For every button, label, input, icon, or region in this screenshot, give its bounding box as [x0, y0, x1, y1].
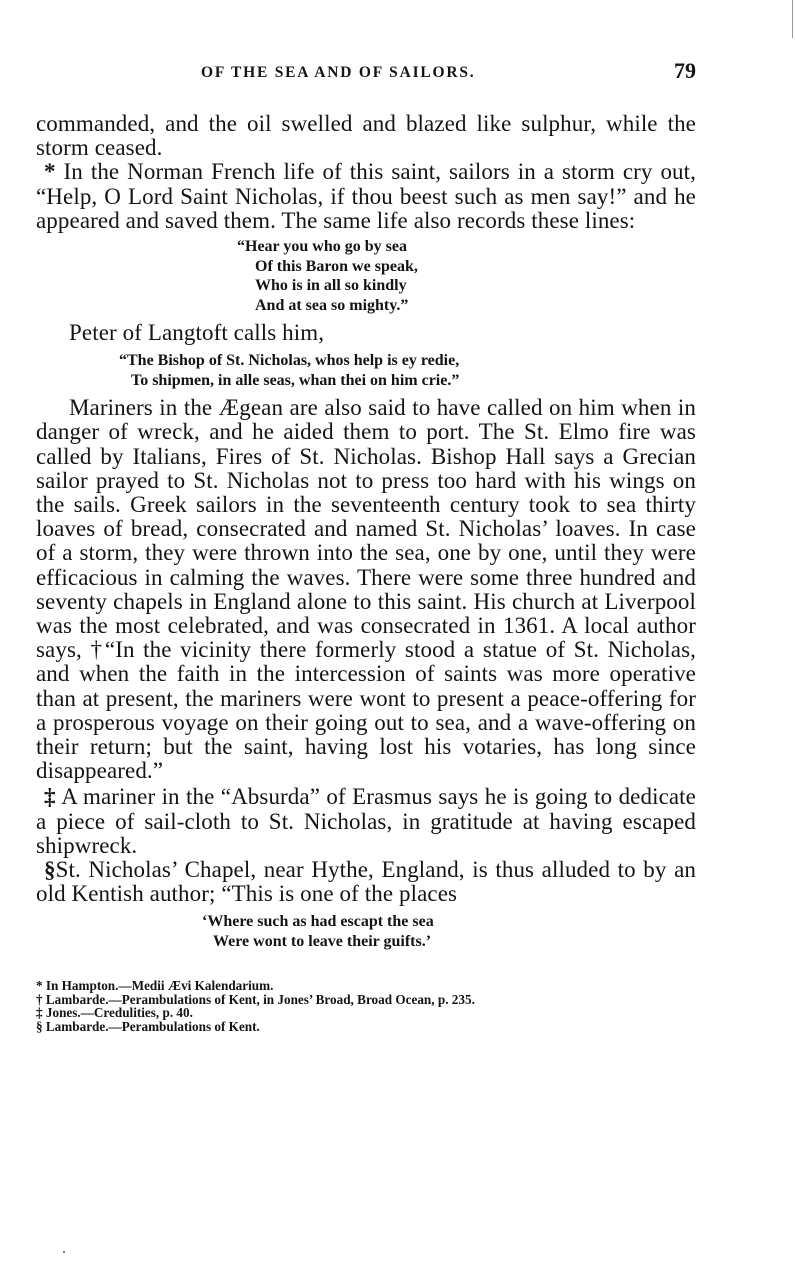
- running-title: OF THE SEA AND OF SAILORS.: [201, 64, 476, 81]
- footnote-mark-section: §: [44, 857, 56, 883]
- verse-line: And at sea so mighty.”: [255, 296, 409, 314]
- footnote-mark-asterisk: *: [44, 159, 56, 185]
- verse-line: ‘Where such as had escapt the sea: [202, 913, 434, 931]
- verse-line: Were wont to leave their guifts.’: [213, 932, 432, 950]
- paragraph-continuation: commanded, and the oil swelled and blazed like sulphur, while the storm ceased.: [36, 111, 696, 161]
- paragraph-text: A mariner in the “Absurda” of Erasmus says he is going to dedicate a piece of sail-cloth to St. Nicholas, in gratitude at having escaped shipwreck.: [36, 784, 696, 858]
- footnote: * In Hampton.—Medii Ævi Kalendarium.: [36, 978, 274, 994]
- paragraph-langtoft: Peter of Langtoft calls him,: [69, 320, 325, 346]
- verse-line: Of this Baron we speak,: [255, 257, 418, 275]
- paragraph-hythe-chapel: [36, 858, 696, 906]
- verse-line: Who is in all so kindly: [255, 277, 407, 295]
- paragraph-erasmus: [36, 785, 696, 858]
- footnote-mark-double-dagger: ‡: [44, 784, 57, 810]
- verse-line: To shipmen, in alle seas, whan thei on him crie.”: [131, 371, 460, 389]
- body-text: [36, 112, 696, 1033]
- footnote: § Lambarde.—Perambulations of Kent.: [36, 1018, 260, 1034]
- paragraph-text: St. Nicholas’ Chapel, near Hythe, England, is thus alluded to by an old Kentish author; “This is one of the places: [36, 857, 696, 907]
- footnote: ‡ Jones.—Credulities, p. 40.: [36, 1005, 193, 1021]
- verse-line: “Hear you who go by sea: [237, 238, 407, 256]
- verse-line: “The Bishop of St. Nicholas, whos help is ey redie,: [119, 352, 460, 370]
- verse-bishop: [36, 351, 696, 390]
- paragraph-text: In the Norman French life of this saint, sailors in a storm cry out, “Help, O Lord Saint Nicholas, if thou beest such as men say!” and he appeared and saved them. The same life also records these lines:: [36, 159, 696, 233]
- running-head: [36, 58, 696, 86]
- paragraph-norman-french: [36, 160, 696, 233]
- verse-escapt: [36, 912, 696, 951]
- stray-mark: [63, 1251, 65, 1253]
- page-edge-line: [792, 0, 793, 38]
- page-number: 79: [674, 58, 696, 83]
- verse-hear-you: [36, 237, 696, 315]
- footnote: † Lambarde.—Perambulations of Kent, in Jones’ Broad, Broad Ocean, p. 235.: [36, 991, 475, 1007]
- paragraph-mariners: Mariners in the Ægean are also said to have called on him when in danger of wreck, and he aided them to port. The St. Elmo fire was called by Italians, Fires of St. Nicholas. Bishop Hall says a Grecian sailor prayed to St. Nicholas not to press too hard with his wings on the sails. Greek sailors in the seventeenth century took to sea thirty loaves of bread, consecrated and named St. Nicholas’ loaves. In case of a storm, they were thrown into the sea, one by one, until they were efficacious in calming the waves. There were some three hundred and seventy chapels in England alone to this saint. His church at Liverpool was the most celebrated, and was consecrated in 1361. A local author says, †“In the vicinity there formerly stood a statue of St. Nicholas, and when the faith in the intercession of saints was more operative than at present, the mariners were wont to present a peace-offering for a prosperous voyage on their going out to sea, and a wave-offering on their return; but the saint, having lost his votaries, has long since disappeared.”: [36, 395, 696, 784]
- footnotes: [36, 979, 696, 1033]
